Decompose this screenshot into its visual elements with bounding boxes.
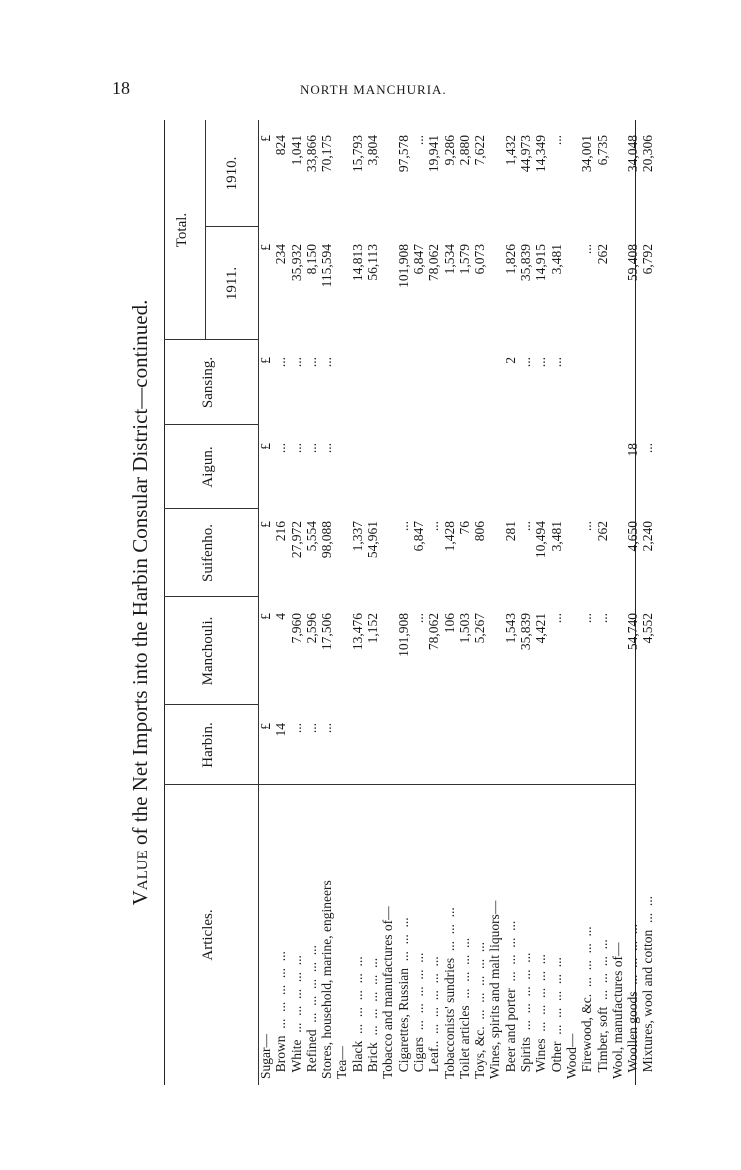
suifenho-cell: 262 bbox=[594, 521, 610, 542]
total-1911-cell: 35,839 bbox=[518, 244, 534, 282]
article-cell: White ... ... ... ... ... bbox=[288, 955, 304, 1079]
suifenho-cell: 5,554 bbox=[303, 521, 319, 552]
sansing-cell bbox=[426, 357, 441, 425]
total-1911-cell: 8,150 bbox=[303, 244, 319, 275]
total-1910-cell: 14,349 bbox=[533, 135, 549, 173]
sansing-cell: £ bbox=[258, 357, 273, 364]
aigun-cell bbox=[350, 443, 365, 509]
article-cell: Refined ... ... ... ... ... bbox=[303, 945, 319, 1079]
harbin-cell bbox=[564, 723, 579, 785]
total-1911-cell: 262 bbox=[594, 244, 610, 265]
total-1911-cell: 1,826 bbox=[502, 244, 518, 275]
sansing-cell bbox=[640, 357, 655, 425]
suifenho-cell: ... bbox=[426, 521, 442, 532]
harbin-cell bbox=[380, 723, 395, 785]
harbin-cell bbox=[442, 723, 457, 785]
harbin-cell bbox=[518, 723, 533, 785]
total-1910-cell bbox=[380, 135, 395, 227]
suifenho-cell: 6,847 bbox=[410, 521, 426, 552]
manchouli-cell: 2,596 bbox=[303, 613, 319, 644]
sansing-cell: ... bbox=[518, 357, 534, 368]
total-1910-cell: £ bbox=[258, 135, 273, 142]
sansing-cell bbox=[487, 357, 502, 425]
suifenho-cell bbox=[610, 521, 625, 597]
suifenho-cell: 4,650 bbox=[625, 521, 641, 552]
aigun-cell: ... bbox=[640, 443, 656, 454]
harbin-cell bbox=[396, 723, 411, 785]
total-1910-cell: 15,793 bbox=[349, 135, 365, 173]
total-1910-cell: ... bbox=[410, 135, 426, 146]
manchouli-cell: 101,908 bbox=[395, 613, 411, 657]
article-cell: Cigars ... ... ... ... ... bbox=[410, 952, 426, 1079]
manchouli-cell bbox=[380, 613, 395, 705]
total-1910-cell: 34,001 bbox=[579, 135, 595, 173]
harbin-cell bbox=[334, 723, 349, 785]
suifenho-cell: ... bbox=[579, 521, 595, 532]
sansing-cell bbox=[579, 357, 594, 425]
table-caption bbox=[128, 120, 153, 1085]
harbin-cell bbox=[411, 723, 426, 785]
article-cell: Black ... ... ... ... ... bbox=[349, 956, 365, 1079]
total-1910-cell: 20,306 bbox=[640, 135, 656, 173]
total-1910-cell bbox=[334, 135, 349, 227]
aigun-cell bbox=[442, 443, 457, 509]
total-1910-cell: 97,578 bbox=[395, 135, 411, 173]
total-1910-cell: 7,622 bbox=[472, 135, 488, 166]
harbin-cell bbox=[640, 723, 655, 785]
manchouli-cell: ... bbox=[594, 613, 610, 624]
suifenho-cell: 806 bbox=[472, 521, 488, 542]
total-1910-cell: 6,735 bbox=[594, 135, 610, 166]
sansing-cell bbox=[334, 357, 349, 425]
total-1911-column bbox=[258, 244, 656, 340]
article-cell: Wines ... ... ... ... ... bbox=[533, 954, 549, 1079]
harbin-cell bbox=[579, 723, 594, 785]
header-articles: Articles. bbox=[200, 909, 216, 961]
harbin-cell bbox=[610, 723, 625, 785]
header-total: Total. bbox=[174, 212, 190, 248]
article-cell: Wines, spirits and malt liquors— bbox=[487, 900, 503, 1079]
sansing-cell bbox=[457, 357, 472, 425]
total-1910-cell: 44,973 bbox=[518, 135, 534, 173]
aigun-cell bbox=[549, 443, 564, 509]
total-1911-cell: 6,792 bbox=[640, 244, 656, 275]
manchouli-cell: 7,960 bbox=[288, 613, 304, 644]
sansing-cell bbox=[442, 357, 457, 425]
manchouli-cell: 1,503 bbox=[456, 613, 472, 644]
manchouli-cell: 4 bbox=[273, 613, 289, 620]
article-cell: Spirits ... ... ... ... ... bbox=[518, 952, 534, 1079]
sansing-cell bbox=[564, 357, 579, 425]
rotated-table bbox=[128, 120, 656, 1085]
sansing-cell bbox=[595, 357, 610, 425]
total-1911-cell: 101,908 bbox=[395, 244, 411, 288]
harbin-cell: £ bbox=[258, 723, 273, 730]
aigun-cell bbox=[564, 443, 579, 509]
manchouli-cell: 1,543 bbox=[502, 613, 518, 644]
harbin-cell: ... bbox=[319, 723, 335, 734]
article-cell: Firewood, &c. ... ... ... ... bbox=[579, 926, 595, 1079]
total-1911-cell: 35,932 bbox=[288, 244, 304, 282]
manchouli-cell: ... bbox=[548, 613, 564, 624]
article-cell: Tobacconists' sundries ... ... ... bbox=[441, 907, 457, 1079]
article-cell: Sugar— bbox=[258, 1034, 273, 1079]
aigun-cell: £ bbox=[258, 443, 273, 450]
article-cell: Tobacco and manufactures of— bbox=[380, 906, 396, 1079]
article-cell: Wood— bbox=[563, 1033, 579, 1079]
suifenho-cell: 27,972 bbox=[288, 521, 304, 559]
total-1910-cell: 824 bbox=[273, 135, 289, 156]
suifenho-cell: ... bbox=[518, 521, 534, 532]
article-cell: Wool, manufactures of— bbox=[609, 942, 625, 1079]
sansing-cell: ... bbox=[533, 357, 549, 368]
suifenho-cell: 1,428 bbox=[441, 521, 457, 552]
manchouli-cell: 13,476 bbox=[349, 613, 365, 651]
header-1910: 1910. bbox=[224, 156, 240, 191]
manchouli-cell bbox=[564, 613, 579, 705]
suifenho-cell bbox=[334, 521, 349, 597]
manchouli-cell: ... bbox=[410, 613, 426, 624]
article-cell: Toys, &c. ... ... ... ... ... bbox=[472, 941, 488, 1079]
total-subheader-rule bbox=[205, 120, 206, 340]
manchouli-cell: 1,152 bbox=[365, 613, 381, 644]
article-cell: Cigarettes, Russian ... ... ... bbox=[395, 917, 411, 1079]
manchouli-cell: 17,506 bbox=[319, 613, 335, 651]
table-top-rule bbox=[164, 120, 165, 1085]
article-cell: Stores, household, marine, engineers bbox=[319, 880, 335, 1079]
aigun-cell bbox=[503, 443, 518, 509]
article-cell: Mixtures, wool and cotton ... ... bbox=[640, 896, 656, 1079]
aigun-cell bbox=[472, 443, 487, 509]
header-harbin: Harbin. bbox=[200, 722, 216, 768]
manchouli-cell: 5,267 bbox=[472, 613, 488, 644]
sansing-cell: ... bbox=[303, 357, 319, 368]
total-1910-cell: 70,175 bbox=[319, 135, 335, 173]
suifenho-cell bbox=[564, 521, 579, 597]
total-1910-cell: 3,804 bbox=[365, 135, 381, 166]
harbin-cell bbox=[426, 723, 441, 785]
total-1911-cell bbox=[610, 244, 625, 340]
manchouli-cell: 106 bbox=[441, 613, 457, 634]
sansing-cell bbox=[411, 357, 426, 425]
aigun-cell bbox=[396, 443, 411, 509]
manchouli-cell bbox=[334, 613, 349, 705]
total-1911-cell: 3,481 bbox=[548, 244, 564, 275]
total-1911-cell: 14,915 bbox=[533, 244, 549, 282]
manchouli-cell: £ bbox=[258, 613, 273, 620]
total-1911-cell: £ bbox=[258, 244, 273, 251]
manchouli-cell: 35,839 bbox=[518, 613, 534, 651]
header-manchouli: Manchouli. bbox=[200, 616, 216, 686]
total-1911-cell: 78,062 bbox=[426, 244, 442, 282]
aigun-cell bbox=[518, 443, 533, 509]
total-1911-cell: 115,594 bbox=[319, 244, 335, 288]
harbin-cell bbox=[487, 723, 502, 785]
sansing-cell bbox=[350, 357, 365, 425]
total-1911-cell: 234 bbox=[273, 244, 289, 265]
harbin-column bbox=[258, 723, 656, 785]
harbin-cell: ... bbox=[288, 723, 304, 734]
suifenho-cell: 1,337 bbox=[349, 521, 365, 552]
total-1911-cell: 6,073 bbox=[472, 244, 488, 275]
total-1910-cell bbox=[564, 135, 579, 227]
sansing-cell bbox=[396, 357, 411, 425]
sansing-cell: ... bbox=[273, 357, 289, 368]
harbin-cell bbox=[595, 723, 610, 785]
caption-prefix: Value bbox=[128, 850, 152, 906]
harbin-cell bbox=[533, 723, 548, 785]
total-1911-cell bbox=[564, 244, 579, 340]
article-cell: Woollen goods ... ... ... ... bbox=[625, 923, 641, 1079]
article-cell: Other ... ... ... ... ... bbox=[548, 957, 564, 1079]
aigun-cell bbox=[487, 443, 502, 509]
harbin-cell bbox=[457, 723, 472, 785]
sansing-cell: ... bbox=[319, 357, 335, 368]
total-1911-cell: 14,813 bbox=[349, 244, 365, 282]
manchouli-cell bbox=[487, 613, 502, 705]
sansing-column bbox=[258, 357, 656, 425]
total-1911-cell bbox=[487, 244, 502, 340]
aigun-cell bbox=[579, 443, 594, 509]
harbin-cell bbox=[549, 723, 564, 785]
total-1911-cell: 59,408 bbox=[625, 244, 641, 282]
aigun-cell bbox=[380, 443, 395, 509]
sansing-cell: ... bbox=[288, 357, 304, 368]
sansing-cell bbox=[472, 357, 487, 425]
suifenho-cell: 2,240 bbox=[640, 521, 656, 552]
manchouli-cell: ... bbox=[579, 613, 595, 624]
manchouli-cell bbox=[610, 613, 625, 705]
suifenho-cell: 10,494 bbox=[533, 521, 549, 559]
sansing-cell bbox=[365, 357, 380, 425]
total-1910-cell: ... bbox=[548, 135, 564, 146]
running-head: NORTH MANCHURIA. bbox=[300, 82, 447, 97]
total-1911-cell: 1,534 bbox=[441, 244, 457, 275]
manchouli-cell: 54,740 bbox=[625, 613, 641, 651]
article-cell: Toilet articles ... ... ... ... bbox=[456, 937, 472, 1079]
articles-column bbox=[258, 787, 656, 1079]
aigun-cell bbox=[334, 443, 349, 509]
header-aigun: Aigun. bbox=[200, 446, 216, 488]
harbin-cell bbox=[365, 723, 380, 785]
total-1911-cell: 1,579 bbox=[456, 244, 472, 275]
suifenho-cell: 76 bbox=[456, 521, 472, 535]
suifenho-cell bbox=[380, 521, 395, 597]
aigun-cell: 18 bbox=[625, 443, 641, 457]
harbin-cell bbox=[472, 723, 487, 785]
sansing-cell bbox=[380, 357, 395, 425]
page-number: 18 bbox=[112, 78, 130, 98]
harbin-cell: 14 bbox=[273, 723, 289, 737]
article-cell: Brick ... ... ... ... ... bbox=[365, 957, 381, 1079]
aigun-cell bbox=[533, 443, 548, 509]
total-1911-cell: 56,113 bbox=[365, 244, 381, 281]
harbin-cell bbox=[503, 723, 518, 785]
sansing-cell: 2 bbox=[502, 357, 518, 364]
total-1910-column bbox=[258, 135, 656, 227]
harbin-cell: ... bbox=[303, 723, 319, 734]
aigun-cell bbox=[365, 443, 380, 509]
aigun-cell: ... bbox=[303, 443, 319, 454]
aigun-cell: ... bbox=[319, 443, 335, 454]
manchouli-cell: 4,421 bbox=[533, 613, 549, 644]
suifenho-cell: £ bbox=[258, 521, 273, 528]
total-1910-cell bbox=[610, 135, 625, 227]
suifenho-column bbox=[258, 521, 656, 597]
aigun-cell bbox=[426, 443, 441, 509]
total-1911-cell: 6,847 bbox=[410, 244, 426, 275]
total-1910-cell: 9,286 bbox=[441, 135, 457, 166]
caption-rest: of the Net Imports into the Harbin Consular District—continued. bbox=[128, 299, 152, 851]
total-1910-cell bbox=[487, 135, 502, 227]
manchouli-cell: 4,552 bbox=[640, 613, 656, 644]
suifenho-cell: 98,088 bbox=[319, 521, 335, 559]
sansing-cell: ... bbox=[548, 357, 564, 368]
aigun-column bbox=[258, 443, 656, 509]
article-cell: Tea— bbox=[334, 1046, 350, 1079]
header-suifenho: Suifenho. bbox=[200, 524, 216, 582]
manchouli-column bbox=[258, 613, 656, 705]
total-1910-cell: 34,048 bbox=[625, 135, 641, 173]
article-cell: Beer and porter ... ... ... ... bbox=[502, 920, 518, 1079]
aigun-cell: ... bbox=[288, 443, 304, 454]
aigun-cell bbox=[457, 443, 472, 509]
total-1911-cell: ... bbox=[579, 244, 595, 255]
harbin-cell bbox=[350, 723, 365, 785]
manchouli-cell: 78,062 bbox=[426, 613, 442, 651]
aigun-cell: ... bbox=[273, 443, 289, 454]
aigun-cell bbox=[411, 443, 426, 509]
header-sansing: Sansing. bbox=[200, 356, 216, 409]
suifenho-cell: 216 bbox=[273, 521, 289, 542]
aigun-cell bbox=[595, 443, 610, 509]
total-1910-cell: 2,880 bbox=[456, 135, 472, 166]
suifenho-cell: 281 bbox=[502, 521, 518, 542]
total-1911-cell bbox=[380, 244, 395, 340]
total-1910-cell: 33,866 bbox=[303, 135, 319, 173]
suifenho-cell: 54,961 bbox=[365, 521, 381, 559]
total-1910-cell: 1,432 bbox=[502, 135, 518, 166]
article-cell: Timber, soft ... ... ... ... bbox=[594, 939, 610, 1079]
suifenho-cell: ... bbox=[395, 521, 411, 532]
total-1910-cell: 1,041 bbox=[288, 135, 304, 166]
article-cell: Brown ... ... ... ... ... bbox=[273, 951, 289, 1079]
header-1911: 1911. bbox=[224, 266, 240, 301]
harbin-cell bbox=[625, 723, 640, 785]
suifenho-cell bbox=[487, 521, 502, 597]
suifenho-cell: 3,481 bbox=[548, 521, 564, 552]
total-1911-cell bbox=[334, 244, 349, 340]
article-cell: Leaf.. ... ... ... ... ... bbox=[426, 956, 442, 1079]
aigun-cell bbox=[610, 443, 625, 509]
sansing-cell bbox=[625, 357, 640, 425]
total-1910-cell: 19,941 bbox=[426, 135, 442, 173]
sansing-cell bbox=[610, 357, 625, 425]
